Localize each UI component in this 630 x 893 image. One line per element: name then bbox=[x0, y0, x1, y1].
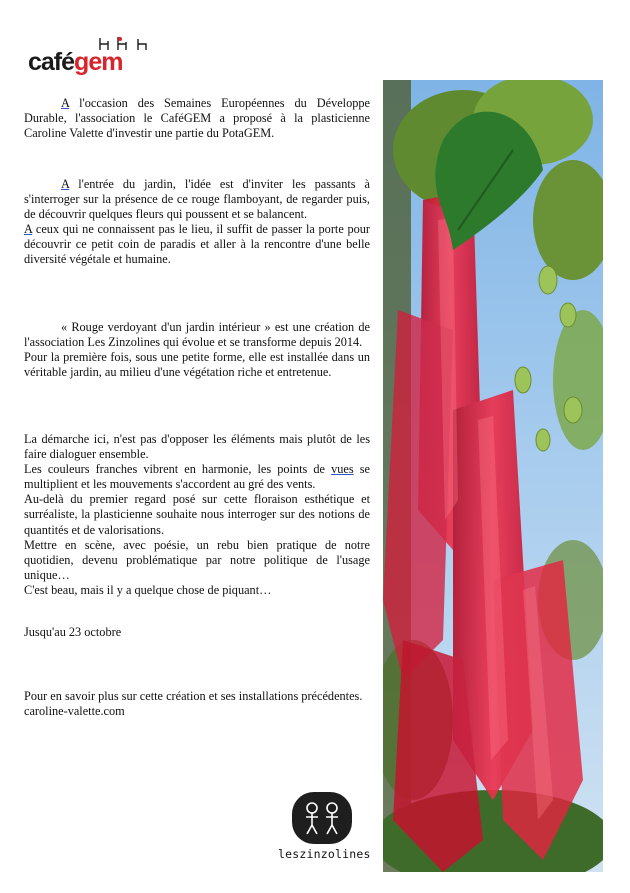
paragraph-1: A l'occasion des Semaines Européennes du Développe Durable, l'association le CaféGEM a proposé à la plasticienne Caroline Valette d'investir une partie du PotaGEM. bbox=[24, 96, 370, 141]
leszinzolines-logo bbox=[278, 790, 371, 862]
leszinzolines-wordmark: leszinzolines bbox=[278, 847, 371, 861]
website-link[interactable]: caroline-valette.com bbox=[24, 704, 125, 719]
paragraph-3: « Rouge verdoyant d'un jardin intérieur » est une création de l'association Les Zinzolines qui évolue et se transforme depuis 2014. Pour la première fois, sous une petite forme, elle est installée dans un véritable jardin, au milieu d'une végétation riche et entretenue. bbox=[24, 320, 370, 380]
installation-photo bbox=[383, 80, 603, 872]
zinzolines-figures-icon bbox=[278, 790, 366, 846]
paragraph-2: A l'entrée du jardin, l'idée est d'inviter les passants à s'interroger sur la présence de ce rouge flamboyant, de regarder puis, de découvrir quelques fleurs qui poussent et se balancent. A ceux qui ne connaissent pas le lieu, il suffit de passer la porte pour découvrir ce petit coin de paradis et aller à la rencontre d'une belle diversité végétale et humaine. bbox=[24, 177, 371, 267]
paragraph-4: La démarche ici, n'est pas d'opposer les éléments mais plutôt de les faire dialoguer ensemble. Les couleurs franches vibrent en harmonie, les points de vues se multiplient et les mouvements s'accordent au gré des vents. Au-delà du premier regard posé sur cette floraison esthétique et surréaliste, la plasticienne souhaite nous interroger sur des notions de quantités et de valorisations. Mettre en scène, avec poésie, un rebu bien pratique de notre quotidien, devenu problématique par notre politique de l'usage unique… C'est beau, mais il y a quelque chose de piquant… bbox=[24, 432, 370, 597]
cafegem-logo bbox=[28, 36, 158, 80]
logo-text: cafégem bbox=[28, 48, 123, 76]
date-line: Jusqu'au 23 octobre bbox=[24, 625, 122, 639]
more-info: Pour en savoir plus sur cette création et ses installations précédentes. caroline-valette.com bbox=[24, 689, 370, 719]
